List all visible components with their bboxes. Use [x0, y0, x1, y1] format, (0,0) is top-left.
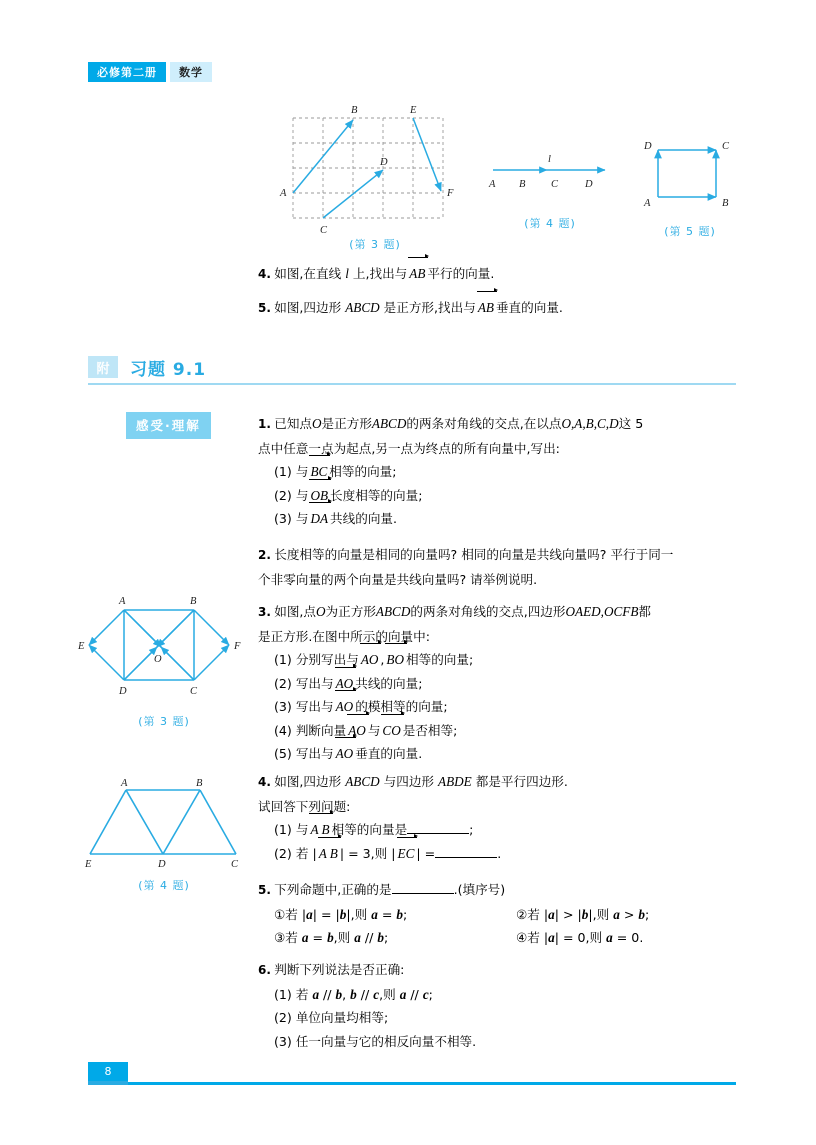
q6-item1-label: (1) 若 [274, 986, 313, 1002]
q5-option-4 [516, 926, 746, 950]
q3-item5-label: (5) 写出与 [274, 746, 334, 761]
q5-option-3 [274, 926, 516, 950]
q4-item1-c: ; [469, 822, 474, 837]
fig3-label-A: A [280, 188, 287, 199]
q3-item4-mid: 与 [367, 722, 381, 738]
question-5-top [258, 296, 748, 321]
q3-item2-label: (2) 写出与 [274, 675, 334, 691]
q4-line1a: 如图,四边形 [274, 774, 346, 789]
q4-item1-a: (1) 与 [274, 822, 309, 837]
q1-item1-label: (1) 与 [274, 464, 309, 479]
q4-line1c: 都是平行四边形. [471, 774, 568, 789]
q3-number: 3. [258, 605, 271, 619]
figure-q3-svg [78, 588, 250, 706]
q1-item3-vector: DA [309, 507, 329, 531]
q4-item2-vector1: A B [318, 842, 339, 866]
fig3-label-F: F [447, 188, 454, 199]
q6-item-3: (3) 任一向量与它的相反向量不相等. [274, 1033, 477, 1049]
q1-item3-label: (3) 与 [274, 511, 309, 526]
q3-item1-vector1: AO [360, 648, 380, 672]
q3-point-O: O [316, 604, 326, 619]
figq4-label-D: D [158, 859, 166, 870]
fig5-label-A: A [644, 198, 651, 209]
q5-opt1-b: | = | [312, 906, 340, 922]
q3-item3-label: (3) 写出与 [274, 699, 334, 714]
q4-line2: 试回答下列问题: [258, 798, 351, 814]
q1-number: 1. [258, 417, 271, 431]
q1-item3-tail: 共线的向量. [330, 511, 398, 526]
q6-item1-t6: ; [428, 986, 433, 1002]
page-footer [88, 1062, 736, 1088]
fig3-label-B: B [351, 105, 358, 116]
q1-item1-vector: BC [309, 460, 328, 484]
q4-item1-b: 相等的向量是 [331, 822, 408, 837]
fig4-label-B: B [519, 179, 526, 190]
section-divider [88, 383, 736, 385]
q4-quad2: ABDE [438, 774, 472, 789]
q6-item1-v2: b [335, 986, 343, 1002]
q3-line1d: 都 [638, 604, 651, 619]
q6-item-2: (2) 单位向量均相等; [274, 1010, 389, 1025]
q5-opt1-v4: b [396, 906, 403, 922]
q5-opt3-v2: b [327, 930, 334, 945]
question-2 [258, 543, 748, 591]
q1-points-list: O,A,B,C,D [561, 416, 619, 431]
page-header [88, 62, 212, 82]
q5-top-vector: AB [477, 296, 495, 320]
q5-option-1 [274, 903, 516, 927]
q4-item2-a: (2) 若 | [274, 845, 317, 861]
q5-opt2-v2: b [581, 906, 589, 922]
q5-number: 5. [258, 883, 271, 897]
q4-quad1: ABCD [345, 774, 380, 789]
q1-item2-label: (2) 与 [274, 487, 309, 503]
q3-item3-vector1: AO [335, 695, 355, 719]
category-tag-understanding: 感受·理解 [126, 412, 211, 439]
fig4-label-A: A [489, 179, 496, 190]
q3-line1b: 为正方形 [325, 604, 376, 619]
q6-item-1 [274, 983, 748, 1007]
q1-point-O: O [312, 416, 322, 431]
header-badge-volume: 必修第二册 [88, 62, 166, 82]
q1-item2-tail: 长度相等的向量; [330, 487, 423, 503]
q6-item1-v4: c [373, 986, 380, 1002]
q5-opt4-v1: a [548, 930, 555, 945]
q4-item1-vector: A B [309, 818, 330, 842]
figure-question-4-left [78, 778, 250, 893]
q4-top-italic: l [345, 266, 349, 281]
q3-item2-tail: 共线的向量; [355, 675, 423, 691]
q6-item1-v6: c [422, 986, 429, 1002]
figure-4-svg [485, 148, 615, 200]
q5-opt1-mark: ① [274, 906, 286, 922]
figq3-label-B: B [190, 596, 197, 607]
q5-blank[interactable] [392, 893, 454, 894]
q5-opt2-mark: ② [516, 906, 528, 922]
question-4-top [258, 262, 748, 287]
figure-4-caption: (第 4 题) [524, 217, 576, 230]
q5-opt3-mark: ③ [274, 930, 286, 945]
q5-opt2-v3: a [613, 906, 620, 922]
q4-top-number: 4. [258, 267, 271, 281]
q4-item2-blank[interactable] [435, 857, 497, 858]
q5-opt3-e: ; [383, 930, 389, 945]
q6-line1: 判断下列说法是否正确: [274, 962, 405, 977]
q5-opt3-v4: b [377, 930, 384, 945]
q6-item1-t3: // [356, 986, 374, 1002]
q2-line2: 个非零向量的两个向量是共线向量吗? 请举例说明. [258, 571, 538, 587]
q5-top-italic: ABCD [345, 300, 380, 315]
q4-number: 4. [258, 775, 271, 789]
q3-line1c: 的两条对角线的交点,四边形 [410, 604, 566, 619]
q3-line2: 是正方形.在图中所示的向量中: [258, 628, 430, 644]
figure-question-3-left [78, 588, 250, 729]
fig5-label-C: C [722, 141, 730, 152]
question-6 [258, 958, 748, 1053]
q5-opt2-c: |,则 [588, 906, 614, 922]
q4-top-pre: 如图,在直线 [274, 266, 346, 281]
fig3-label-C: C [320, 225, 328, 236]
q4-item2-vector2: EC [397, 842, 416, 866]
fig3-label-E: E [410, 105, 417, 116]
header-badge-subject: 数学 [170, 62, 212, 82]
q6-number: 6. [258, 963, 271, 977]
q3-item1-tail: 相等的向量; [406, 652, 474, 667]
figure-5-svg [640, 140, 740, 210]
q5-opt1-e: ; [402, 906, 408, 922]
top-figures-row [255, 100, 755, 250]
q5-opt4-mark: ④ [516, 930, 528, 945]
figq4-label-B: B [196, 778, 203, 789]
q5-opt4-c: = 0. [612, 930, 644, 945]
figq3-label-A: A [119, 596, 126, 607]
q2-line1: 长度相等的向量是相同的向量吗? 相同的向量是共线向量吗? 平行于同一 [274, 547, 674, 562]
q5-opt2-v1: a [548, 906, 555, 922]
q3-item5-tail: 垂直的向量. [355, 746, 423, 761]
figq3-label-O: O [154, 654, 162, 665]
figq4-label-A: A [121, 778, 128, 789]
footer-rule-accent [88, 1081, 128, 1085]
q5-line1b: .(填序号) [453, 882, 506, 897]
q3-item2-vector1: AO [335, 672, 355, 696]
figure-question-3-grid [275, 100, 475, 252]
fig4-label-D: D [585, 179, 593, 190]
q3-item1-label: (1) 分别写出与 [274, 652, 359, 667]
q4-line1b: 与四边形 [379, 774, 439, 789]
q3-item5-vector1: AO [335, 742, 355, 766]
q6-item1-v1: a [312, 986, 320, 1002]
page-number: 8 [88, 1062, 128, 1081]
q4-item2-d: . [497, 845, 502, 861]
q3-item4-vector2: CO [381, 719, 401, 743]
q5-opt1-d: = [377, 906, 397, 922]
q6-item1-t1: // [319, 986, 336, 1002]
q3-item4-tail: 是否相等; [402, 722, 458, 738]
q4-top-vector: AB [408, 262, 426, 286]
q1-line1c: 的两条对角线的交点,在以点 [406, 416, 562, 431]
figure-q4-svg [78, 778, 250, 868]
figure-question-4-line [485, 148, 615, 231]
section-title: 习题 9.1 [130, 360, 207, 380]
q1-line1b: 是正方形 [321, 416, 372, 431]
q3-squares-list: OAED,OCFB [565, 604, 639, 619]
q5-top-mid: 是正方形,找出与 [379, 300, 476, 315]
q5-opt2-d: > [619, 906, 639, 922]
figure-q3-caption: (第 3 题) [138, 715, 190, 728]
section-marker-box: 附 [88, 356, 118, 378]
q5-top-number: 5. [258, 301, 271, 315]
question-5 [258, 878, 748, 950]
q5-opt1-v1: a [306, 906, 313, 922]
q6-item1-t4: ,则 [379, 986, 400, 1002]
q3-item1-vector2: BO [385, 648, 405, 672]
q5-opt4-b: | = 0,则 [554, 930, 607, 945]
fig5-label-D: D [644, 141, 652, 152]
figq3-label-D: D [119, 686, 127, 697]
q5-opt3-a: 若 [285, 930, 302, 945]
q5-top-pre: 如图,四边形 [274, 300, 346, 315]
q5-opt1-v3: a [371, 906, 378, 922]
q6-item1-v3: b [350, 986, 357, 1002]
q1-item1-tail: 相等的向量; [329, 464, 397, 479]
footer-rule [128, 1082, 736, 1085]
q6-item1-v5: a [399, 986, 407, 1002]
figure-q4-caption: (第 4 题) [138, 879, 190, 892]
q1-line2: 点中任意一点为起点,另一点为终点的所有向量中,写出: [258, 440, 560, 456]
q5-option-2 [516, 903, 746, 927]
question-3 [258, 600, 748, 766]
q4-top-post: 平行的向量. [427, 266, 495, 281]
fig5-label-B: B [722, 198, 729, 209]
question-1 [258, 412, 748, 531]
q3-item3-tail: 的模相等的向量; [355, 699, 448, 714]
q4-item2-b: | = 3,则 | [339, 845, 396, 861]
q3-item4-vector1: AO [347, 719, 367, 743]
q5-opt1-a: 若 | [285, 906, 307, 922]
figure-question-5-square [640, 140, 740, 239]
q5-opt3-c: ,则 [333, 930, 355, 945]
q3-item1-comma: , [380, 652, 385, 667]
q4-item2-c: | = [416, 845, 436, 861]
q1-item2-vector: OB [309, 484, 329, 508]
q5-opt1-c: |,则 [346, 906, 372, 922]
q5-opt2-v4: b [638, 906, 645, 922]
q5-line1a: 下列命题中,正确的是 [274, 882, 392, 897]
q5-opt1-v2: b [339, 906, 347, 922]
figure-3-svg [275, 100, 475, 236]
figq4-label-C: C [231, 859, 239, 870]
figq3-label-E: E [78, 641, 85, 652]
q5-top-post: 垂直的向量. [495, 300, 563, 315]
figq4-label-E: E [85, 859, 92, 870]
q3-square-abcd: ABCD [375, 604, 411, 619]
q3-item4-label: (4) 判断向量 [274, 722, 347, 738]
q1-line1a: 已知点 [274, 416, 312, 431]
q5-opt3-d: // [360, 930, 378, 945]
q5-opt2-a: 若 | [527, 906, 549, 922]
q5-opt4-a: 若 | [527, 930, 549, 945]
q1-square-abcd: ABCD [371, 416, 407, 431]
q5-opt3-v1: a [301, 930, 309, 945]
figure-3-caption: (第 3 题) [349, 238, 401, 251]
q5-opt2-b: | > | [554, 906, 582, 922]
q1-line1d: 这 5 [618, 416, 644, 431]
figq3-label-C: C [190, 686, 198, 697]
fig3-label-D: D [380, 157, 388, 168]
q2-number: 2. [258, 548, 271, 562]
q5-opt3-b: = [308, 930, 328, 945]
q5-opt3-v3: a [354, 930, 361, 945]
q5-opt2-e: ; [644, 906, 650, 922]
figq3-label-F: F [234, 641, 241, 652]
q6-item1-t2: , [342, 986, 351, 1002]
section-header [88, 356, 738, 390]
q4-top-mid: 上,找出与 [348, 266, 408, 281]
q5-opt4-v2: a [606, 930, 613, 945]
fig4-label-C: C [551, 179, 559, 190]
fig4-label-l: l [548, 154, 551, 165]
q3-line1a: 如图,点 [274, 604, 317, 619]
q6-item1-t5: // [406, 986, 423, 1002]
figure-5-caption: (第 5 题) [664, 225, 716, 238]
question-4 [258, 770, 748, 865]
